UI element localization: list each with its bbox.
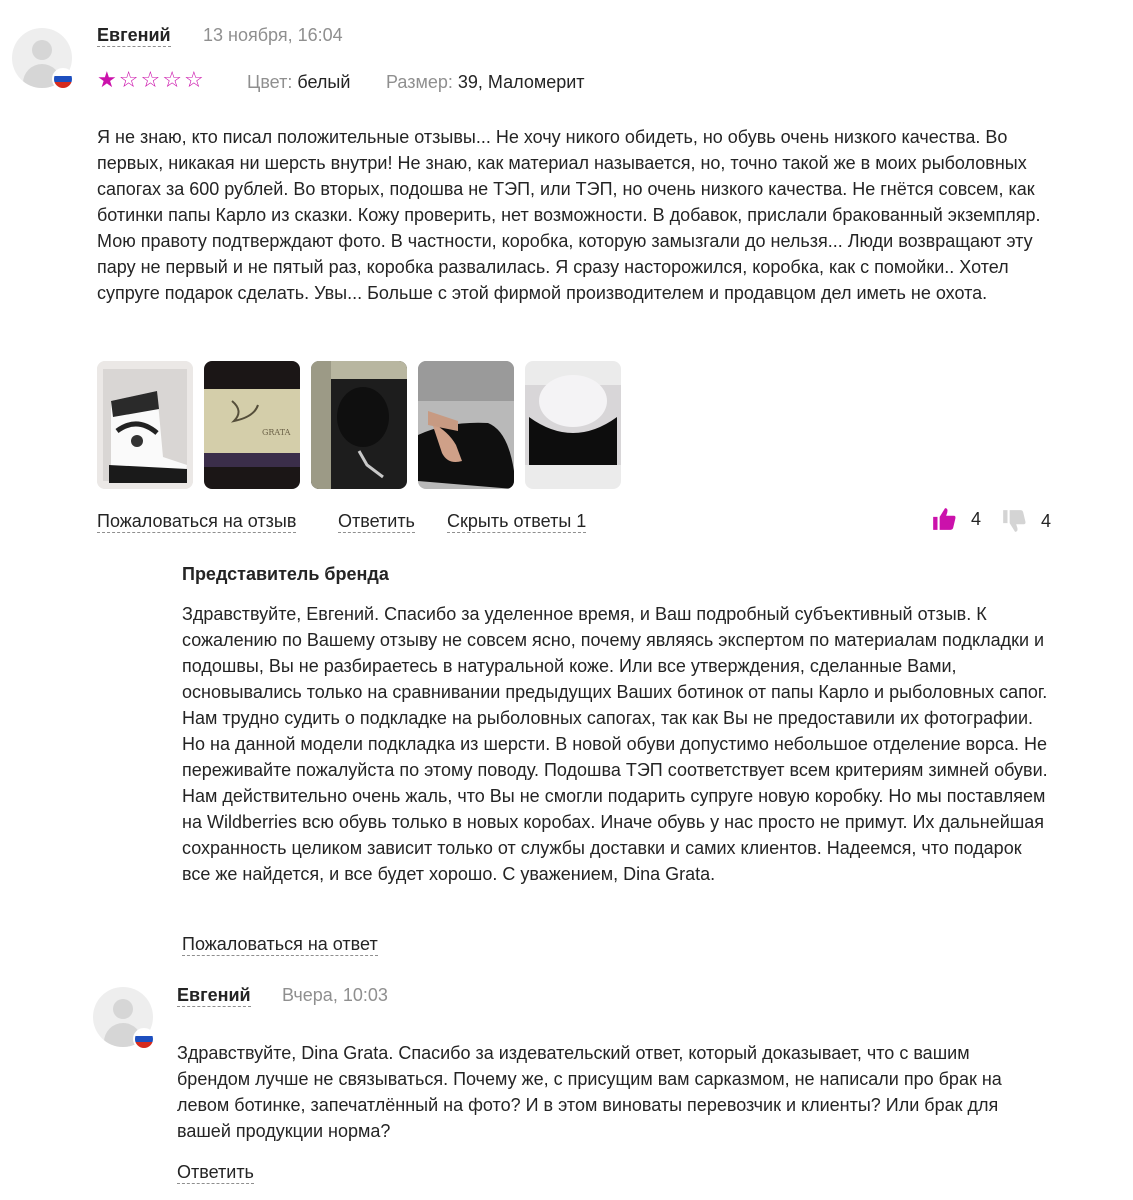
size-value: 39, Маломерит xyxy=(457,72,585,92)
russia-flag-icon xyxy=(52,68,74,90)
product-size xyxy=(386,71,585,93)
brand-reply-text: Здравствуйте, Евгений. Спасибо за уделенное время, и Ваш подробный субъективный отзыв. К сожалению по Вашему отзыву не совсем ясно, почему являясь экспертом по материалам подкладки и подошвы, Вы не разбираетесь в натуральной коже. Или все утверждения, сделанные Вами, основывались только на сравнивании предыдущих Ваших ботинок от папы Карло и рыболовных сапог. Нам трудно судить о подкладке на рыболовных сапогах, так как Вы не предоставили их фотографии. Но на данной модели подкладка из шерсти. В новой обуви допустимо небольшое отделение ворса. Не переживайте пожалуйста по этому поводу. Подошва ТЭП соответствует всем критериям зимней обуви. Нам действительно очень жаль, что Вы не смогли подарить супруге новую коробку. Но мы поставляем на Wildberries всю обувь только в новых коробах. Иначе обувь у нас просто не примут. Их дальнейшая сохранность целиком зависит только от службы доставки и самих клиентов. Надеемся, что подарок все же найдется, и все будет хорошо. С уважением, Dina Grata. xyxy=(182,604,1048,884)
star-empty-icon: ☆ xyxy=(140,67,161,92)
star-filled-icon: ★ xyxy=(97,67,117,92)
star-empty-icon: ☆ xyxy=(162,67,182,92)
user-reply-text: Здравствуйте, Dina Grata. Спасибо за издевательский ответ, который доказывает, что с вашим брендом лучше не связываться. Почему же, с присущим вам сарказмом, не написали про брак на левом ботинке, запечатлённый на фото? И в этом виноваты перевозчик и клиенты? Или брак для вашей продукции норма? xyxy=(177,1043,1002,1141)
boot-lining-photo[interactable] xyxy=(311,361,407,489)
boot-toe-photo[interactable] xyxy=(525,361,621,489)
dislike-count: 4 xyxy=(1041,510,1052,531)
boot-in-box-photo[interactable] xyxy=(97,361,193,489)
reply-author[interactable]: Евгений xyxy=(177,985,251,1005)
color-label: Цвет: xyxy=(247,72,293,92)
report-review-link[interactable]: Пожаловаться на отзыв xyxy=(97,511,297,531)
grata-box-photo[interactable] xyxy=(204,361,300,489)
rating-stars xyxy=(97,69,204,91)
like-button[interactable] xyxy=(931,506,981,532)
svg-text:GRATA: GRATA xyxy=(262,428,291,437)
reply-link[interactable]: Ответить xyxy=(338,511,415,531)
product-color xyxy=(247,71,350,93)
reply-date: Вчера, 10:03 xyxy=(282,985,388,1005)
hide-replies-link[interactable]: Скрыть ответы 1 xyxy=(447,511,587,531)
like-count: 4 xyxy=(971,508,982,529)
hand-in-boot-photo[interactable] xyxy=(418,361,514,489)
review-photos xyxy=(97,361,621,489)
size-label: Размер: xyxy=(386,72,453,92)
thumbs-up-icon xyxy=(931,506,957,532)
review-date: 13 ноября, 16:04 xyxy=(203,25,343,45)
review-text: Я не знаю, кто писал положительные отзывы... Не хочу никого обидеть, но обувь очень низкого качества. Во первых, никакая ни шерсть внутри! Не знаю, как материал называется, но, точно такой же в моих рыболовных сапогах за 600 рублей. Во вторых, подошва не ТЭП, или ТЭП, но очень низкого качества. Не гнётся совсем, как ботинки папы Карло из сказки. Кожу проверить, нет возможности. В добавок, прислали бракованный экземпляр. Мою правоту подтверждают фото. В частности, коробка, которую замызгали до нельзя... Люди возвращают эту пару не первый и не пятый раз, коробка развалилась. Я сразу насторожился, коробка, как с помойки.. Хотел супруге подарок сделать. Увы... Больше с этой фирмой производителем и продавцом дел иметь не охота. xyxy=(97,127,1041,303)
dislike-button[interactable] xyxy=(1001,508,1051,534)
reply-link[interactable]: Ответить xyxy=(177,1162,254,1182)
star-empty-icon: ☆ xyxy=(118,67,139,92)
report-reply-link[interactable]: Пожаловаться на ответ xyxy=(182,934,378,954)
star-empty-icon: ☆ xyxy=(183,67,204,92)
thumbs-down-icon xyxy=(1001,508,1027,534)
russia-flag-icon xyxy=(133,1028,155,1050)
review-author[interactable]: Евгений xyxy=(97,25,171,45)
brand-reply-title: Представитель бренда xyxy=(182,564,389,584)
color-value: белый xyxy=(297,72,351,92)
